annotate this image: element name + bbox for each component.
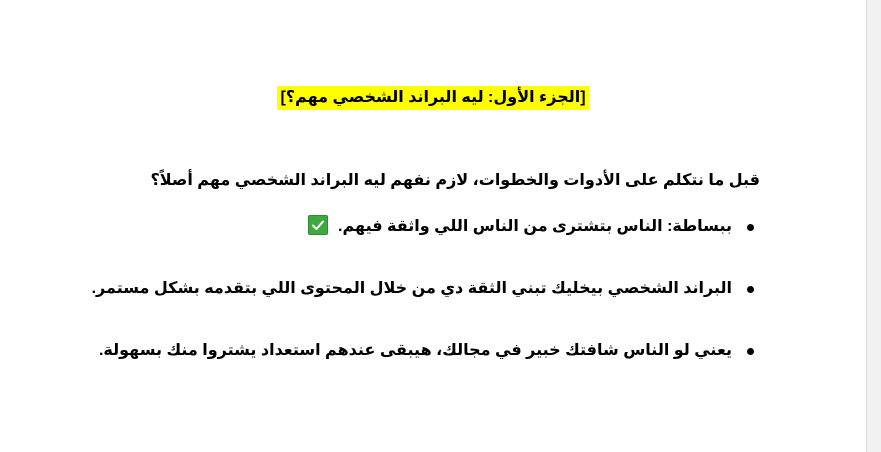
section-heading-container [0, 86, 866, 110]
bullet-icon [747, 286, 754, 293]
list-item-text: يعني لو الناس شافتك خبير في مجالك، هيبقى عندهم استعداد يشتروا منك بسهولة. [98, 342, 732, 359]
list-item-text: البراند الشخصي بيخليك تبني الثقة دي من خلال المحتوى اللي بتقدمه بشكل مستمر. [91, 280, 732, 297]
check-mark-icon [308, 215, 328, 235]
bullet-list [34, 214, 754, 400]
scrollbar-track[interactable] [866, 0, 881, 452]
list-item [34, 338, 754, 364]
list-item [34, 214, 754, 240]
intro-paragraph: قبل ما نتكلم على الأدوات والخطوات، لازم نفهم ليه البراند الشخصي مهم أصلاً؟ [150, 172, 760, 189]
list-item-text: ببساطة: الناس بتشترى من الناس اللي واثقة فيهم. [338, 218, 732, 235]
bullet-icon [747, 348, 754, 355]
list-item [34, 276, 754, 302]
section-heading: [الجزء الأول: ليه البراند الشخصي مهم؟] [277, 86, 588, 110]
bullet-icon [747, 224, 754, 231]
